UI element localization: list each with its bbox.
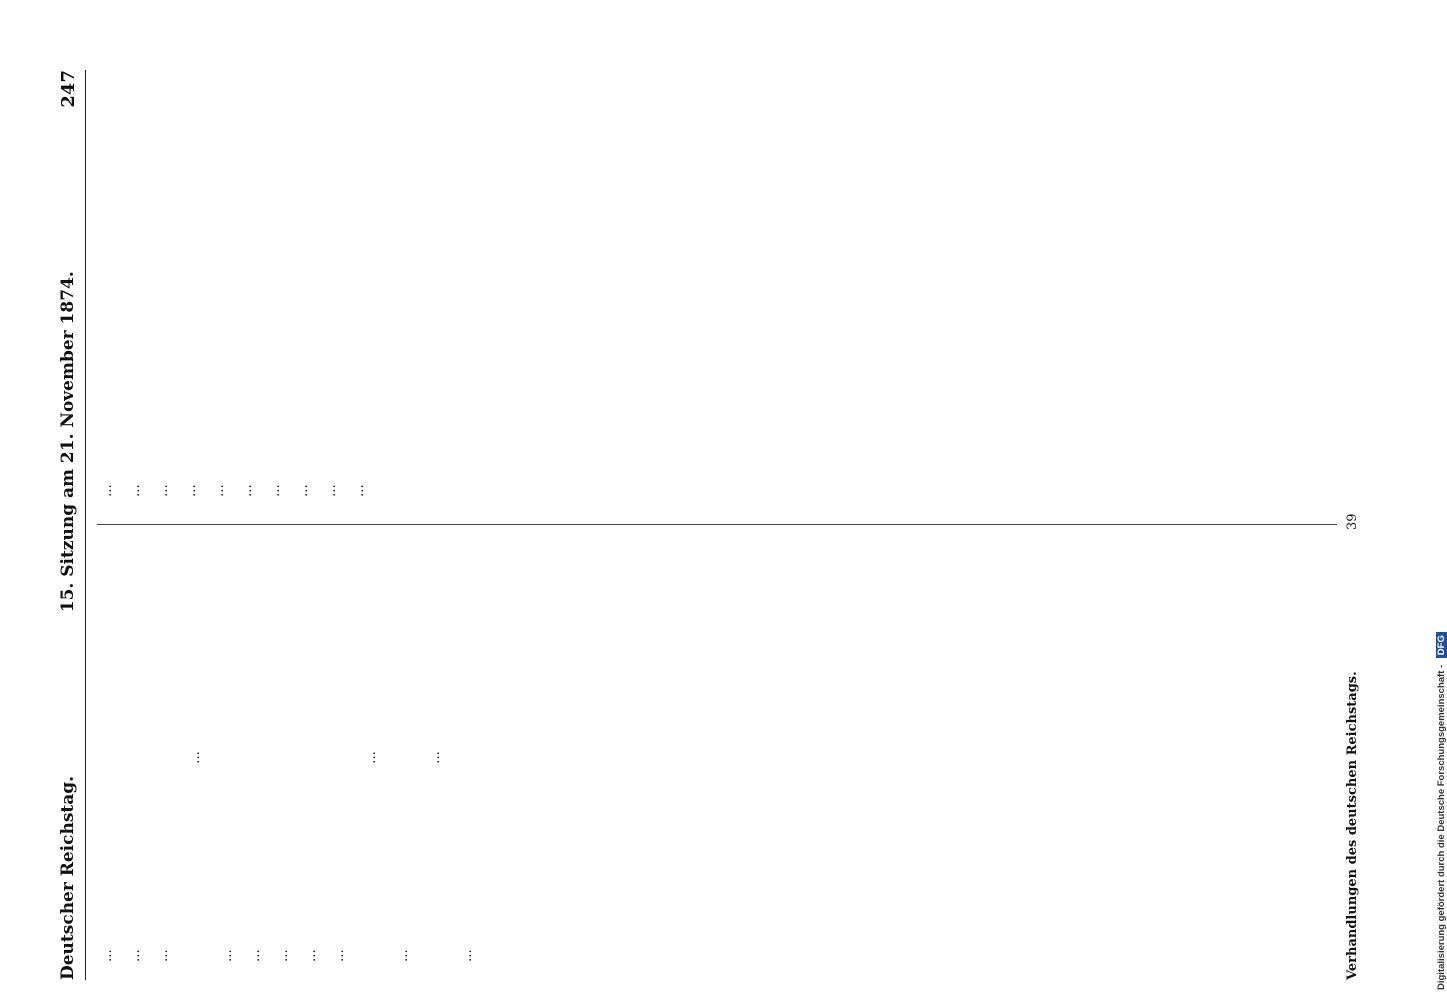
session-title: 15. Sitzung am 21. November 1874. [58,271,78,613]
digitization-credit [1436,0,1447,990]
paragraph: ... [396,949,411,962]
paragraph: ... [296,484,311,497]
paragraph: ... [324,484,339,497]
paragraph: ... [276,949,291,962]
header-rule [85,70,86,980]
paragraph: ... [220,949,235,962]
paragraph: ... [156,949,171,962]
paragraph: ... [184,484,199,497]
journal-title: Deutscher Reichstag. [58,775,78,980]
credit-text: Digitalisierung gefördert durch die Deutsche Forschungsgemeinschaft - [1436,664,1447,990]
paragraph: ... [100,949,115,962]
paragraph: ... [100,484,115,497]
page-header [53,70,83,980]
paragraph: ... [156,484,171,497]
column-divider [97,524,1337,525]
paragraph: ... [332,949,347,962]
interjection: ... [428,751,443,764]
footer-source: Verhandlungen des deutschen Reichstags. [1345,671,1360,980]
paragraph: ... [268,484,283,497]
paragraph: ... [240,484,255,497]
paragraph: ... [212,484,227,497]
document-page [45,60,1385,990]
paragraph: ... [304,949,319,962]
paragraph: ... [352,484,367,497]
interjection: ... [364,751,379,764]
paragraph: ... [128,949,143,962]
paragraph: ... [128,484,143,497]
left-column [97,535,1337,980]
paragraph: ... [248,949,263,962]
right-column [97,70,1337,515]
signature-mark: 39 [1345,513,1360,530]
page-number: 247 [57,70,79,108]
dfg-logo: DFG [1436,632,1447,658]
interjection: ... [188,751,203,764]
paragraph: ... [460,949,475,962]
